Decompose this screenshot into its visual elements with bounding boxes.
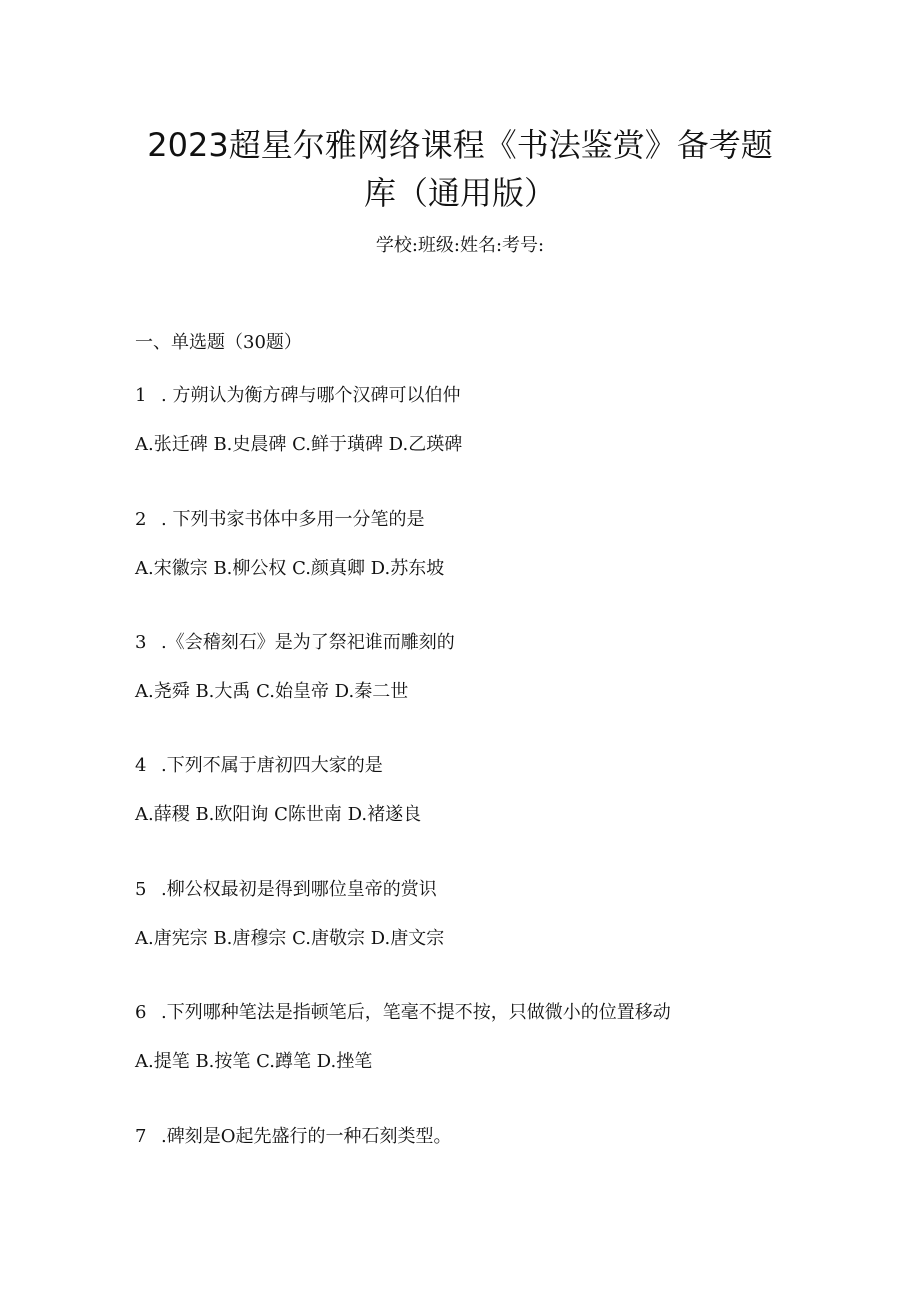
student-info-line: 学校:班级:姓名:考号:	[375, 235, 545, 256]
question-1	[135, 382, 460, 410]
document-title-line-2: 库（通用版）	[363, 174, 556, 212]
question-stem: .下列哪种笔法是指顿笔后，笔毫不提不按，只做微小的位置移动	[161, 1002, 671, 1023]
question-1-options: A.张迁碑 B.史晨碑 C.鲜于璜碑 D.乙瑛碑	[135, 434, 463, 455]
question-stem: .《会稽刻石》是为了祭祀谁而雕刻的	[161, 632, 455, 653]
question-2	[135, 506, 424, 534]
question-stem: .下列不属于唐初四大家的是	[161, 755, 383, 776]
question-number: 3	[135, 632, 147, 653]
question-3	[135, 629, 455, 657]
question-5	[135, 876, 437, 904]
question-stem: . 方朔认为衡方碑与哪个汉碑可以伯仲	[161, 385, 461, 406]
document-title-line-1: 2023超星尔雅网络课程《书法鉴赏》备考题	[147, 126, 773, 164]
question-stem: . 下列书家书体中多用一分笔的是	[161, 509, 425, 530]
question-2-options: A.宋徽宗 B.柳公权 C.颜真卿 D.苏东坡	[135, 558, 445, 579]
question-7	[135, 1123, 451, 1151]
question-number: 5	[135, 879, 147, 900]
question-stem: .碑刻是O起先盛行的一种石刻类型。	[161, 1126, 452, 1147]
question-6-options: A.提笔 B.按笔 C.蹲笔 D.挫笔	[135, 1051, 373, 1072]
section-heading: 一、单选题（30题）	[135, 332, 302, 353]
question-3-options: A.尧舜 B.大禹 C.始皇帝 D.秦二世	[135, 681, 409, 702]
question-number: 4	[135, 755, 147, 776]
question-6	[135, 999, 671, 1027]
question-number: 6	[135, 1002, 147, 1023]
question-4-options: A.薛稷 B.欧阳询 C陈世南 D.褚遂良	[135, 804, 422, 825]
question-stem: .柳公权最初是得到哪位皇帝的赏识	[161, 879, 437, 900]
question-5-options: A.唐宪宗 B.唐穆宗 C.唐敬宗 D.唐文宗	[135, 928, 445, 949]
question-number: 1	[135, 385, 147, 406]
question-number: 7	[135, 1126, 147, 1147]
question-4	[135, 752, 383, 780]
question-number: 2	[135, 509, 147, 530]
